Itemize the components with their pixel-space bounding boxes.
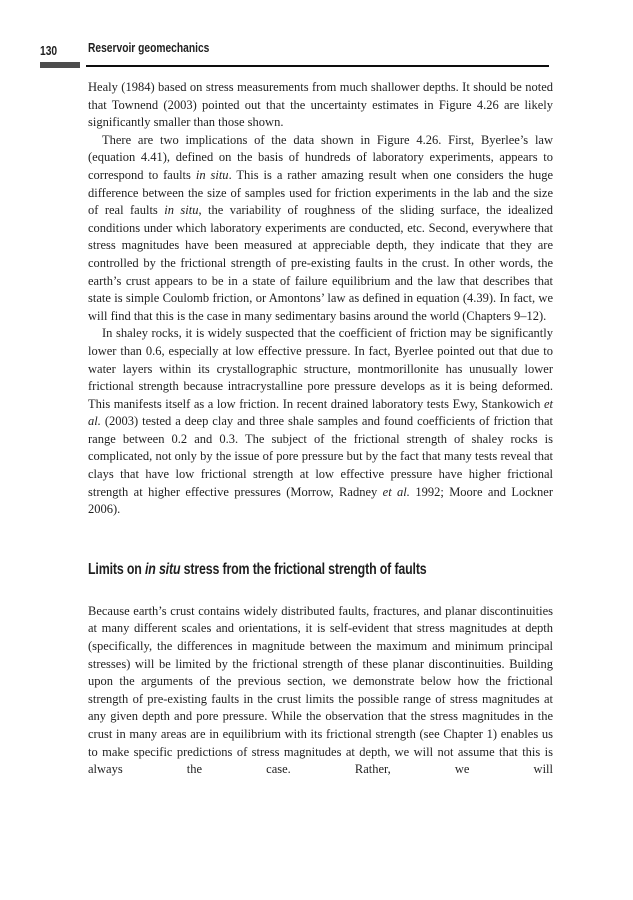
running-head (88, 42, 236, 55)
header-rule (86, 65, 549, 67)
paragraph-implications: There are two implications of the data shown in Figure 4.26. First, Byerlee’s law (equation 4.41), defined on the basis of hundreds of laboratory experiments, appears to correspond to faults in situ. This is a rather amazing result when one considers the huge difference between the size of samples used for friction experiments in the lab and the size of real faults in situ, the variability of roughness of the sliding surface, the idealized conditions under which laboratory experiments are conducted, etc. Second, everywhere that stress magnitudes have been measured at appreciable depth, they indicate that they are controlled by the frictional strength of pre-existing faults in the crust. In other words, the earth’s crust appears to be in a state of failure equilibrium and the law that describes that state is simple Coulomb friction, or Amontons’ law as defined in equation (4.39). In fact, we will find that this is the case in many sedimentary basins around the world (Chapters 9–12). (88, 132, 553, 323)
page-number: 130 (40, 44, 58, 58)
page-body (88, 79, 553, 779)
section-heading-text: Limits on in situ stress from the frictional strength of faults (88, 560, 427, 578)
running-head-text: Reservoir geomechanics (88, 41, 210, 55)
paragraph-limits-intro: Because earth’s crust contains widely distributed faults, fractures, and planar discontinuities at many different scales and orientations, it is self-evident that stress magnitudes at depth (specifically, the differences in magnitude between the maximum and minimum principal stresses) will be limited by the frictional strength of these planar discontinuities. Building upon the arguments of the previous section, we demonstrate below how the frictional strength of pre-existing faults in the crust limits the possible range of stress magnitudes at any given depth and pore pressure. While the observation that the stress magnitudes in the crust in many areas are in equilibrium with its frictional strength (see Chapter 1) enables us to make specific predictions of stress magnitudes at depth, we will not assume that this is always the case. Rather, we will (88, 603, 553, 777)
paragraph-healy: Healy (1984) based on stress measurements from much shallower depths. It should be noted that Townend (2003) pointed out that the uncertainty estimates in Figure 4.26 are likely significantly smaller than those shown. (88, 80, 553, 130)
page-number-block (40, 42, 80, 68)
paragraph-shaley-rocks: In shaley rocks, it is widely suspected that the coefficient of friction may be significantly lower than 0.6, especially at low effective pressure. In fact, Byerlee pointed out that due to water layers within its crystallographic structure, montmorillonite has unusually lower frictional strength because intracrystalline pore pressure develops as it is being deformed. This manifests itself as a low friction. In recent drained laboratory tests Ewy, Stankowich et al. (2003) tested a deep clay and three shale samples and found coefficients of friction that range between 0.2 and 0.3. The subject of the frictional strength of shaley rocks is complicated, not only by the issue of pore pressure but by the fact that many tests reveal that clays that have low frictional strength at low effective pressure have higher frictional strength at higher effective pressures (Morrow, Radney et al. 1992; Moore and Lockner 2006). (88, 326, 554, 517)
page-number-bar (40, 62, 80, 68)
section-heading (88, 561, 553, 578)
